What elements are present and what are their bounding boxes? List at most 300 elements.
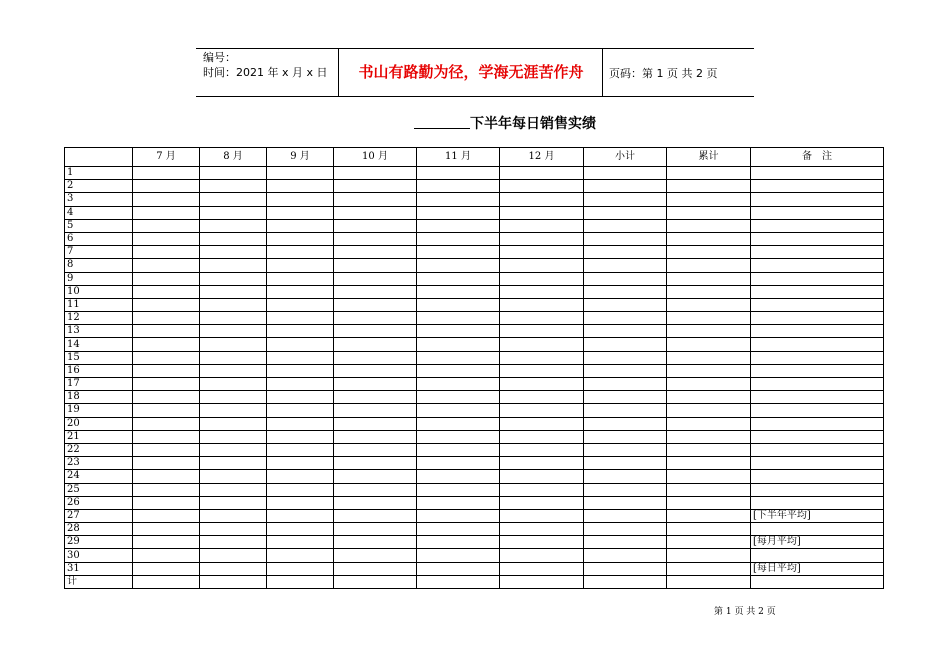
data-cell	[417, 193, 500, 206]
data-cell	[334, 312, 417, 325]
header-divider-right	[602, 48, 603, 96]
data-cell	[267, 193, 334, 206]
header-meta	[203, 50, 328, 80]
data-cell	[267, 351, 334, 364]
data-cell	[133, 285, 200, 298]
data-cell	[267, 536, 334, 549]
table-row	[65, 549, 884, 562]
note-cell	[751, 483, 884, 496]
data-cell	[267, 219, 334, 232]
data-cell	[133, 404, 200, 417]
data-cell	[500, 443, 584, 456]
header-divider-left	[338, 48, 339, 96]
table-row	[65, 246, 884, 259]
row-label: 13	[65, 325, 133, 338]
table-row	[65, 325, 884, 338]
data-cell	[500, 364, 584, 377]
row-label: 17	[65, 378, 133, 391]
data-cell	[133, 312, 200, 325]
table-row	[65, 272, 884, 285]
data-cell	[500, 536, 584, 549]
data-cell	[334, 167, 417, 180]
data-cell	[267, 417, 334, 430]
data-cell	[500, 378, 584, 391]
table-row	[65, 180, 884, 193]
table-row	[65, 404, 884, 417]
data-cell	[200, 483, 267, 496]
note-cell	[751, 219, 884, 232]
data-cell	[500, 351, 584, 364]
data-cell	[267, 259, 334, 272]
title-underline	[414, 128, 470, 129]
data-cell	[133, 364, 200, 377]
data-cell	[267, 272, 334, 285]
data-cell	[584, 325, 667, 338]
data-cell	[334, 259, 417, 272]
data-cell	[200, 193, 267, 206]
data-cell	[500, 180, 584, 193]
note-cell	[751, 496, 884, 509]
data-cell	[667, 232, 751, 245]
data-cell	[200, 312, 267, 325]
data-cell	[584, 338, 667, 351]
row-label: 2	[65, 180, 133, 193]
table-row	[65, 206, 884, 219]
data-cell	[584, 246, 667, 259]
table-row	[65, 417, 884, 430]
data-cell	[584, 193, 667, 206]
data-cell	[267, 496, 334, 509]
data-cell	[267, 470, 334, 483]
note-cell	[751, 470, 884, 483]
data-cell	[667, 509, 751, 522]
data-cell	[200, 351, 267, 364]
data-cell	[417, 417, 500, 430]
data-cell	[584, 470, 667, 483]
data-cell	[334, 364, 417, 377]
data-cell	[584, 232, 667, 245]
data-cell	[500, 312, 584, 325]
table-row	[65, 378, 884, 391]
data-cell	[667, 219, 751, 232]
data-cell	[334, 391, 417, 404]
data-cell	[500, 246, 584, 259]
data-cell	[417, 523, 500, 536]
data-cell	[417, 457, 500, 470]
table-row	[65, 457, 884, 470]
data-cell	[417, 536, 500, 549]
data-cell	[200, 391, 267, 404]
row-label: 22	[65, 443, 133, 456]
data-cell	[667, 523, 751, 536]
data-cell	[667, 206, 751, 219]
data-cell	[500, 509, 584, 522]
data-cell	[667, 430, 751, 443]
data-cell	[334, 430, 417, 443]
data-cell	[133, 430, 200, 443]
data-cell	[267, 575, 334, 588]
data-cell	[267, 364, 334, 377]
column-header: 7 月	[133, 148, 200, 167]
data-cell	[133, 443, 200, 456]
data-cell	[200, 562, 267, 575]
data-cell	[667, 496, 751, 509]
data-cell	[417, 430, 500, 443]
data-cell	[334, 417, 417, 430]
note-cell	[751, 193, 884, 206]
data-cell	[417, 325, 500, 338]
data-cell	[334, 404, 417, 417]
data-cell	[200, 272, 267, 285]
data-cell	[200, 404, 267, 417]
note-cell	[751, 378, 884, 391]
data-cell	[500, 298, 584, 311]
data-cell	[417, 272, 500, 285]
note-cell	[751, 351, 884, 364]
data-cell	[417, 167, 500, 180]
data-cell	[267, 325, 334, 338]
table-row	[65, 219, 884, 232]
data-cell	[200, 219, 267, 232]
row-label: 20	[65, 417, 133, 430]
data-cell	[584, 430, 667, 443]
note-cell	[751, 417, 884, 430]
row-label: 19	[65, 404, 133, 417]
data-cell	[200, 523, 267, 536]
data-cell	[200, 206, 267, 219]
data-cell	[200, 536, 267, 549]
data-cell	[584, 417, 667, 430]
data-cell	[667, 536, 751, 549]
note-cell: [每月平均]	[751, 536, 884, 549]
data-cell	[133, 417, 200, 430]
data-cell	[267, 180, 334, 193]
header-page-number: 页码：第 1 页 共 2 页	[609, 67, 718, 80]
data-cell	[584, 483, 667, 496]
data-cell	[500, 285, 584, 298]
data-cell	[667, 470, 751, 483]
row-label: 30	[65, 549, 133, 562]
row-label: 4	[65, 206, 133, 219]
data-cell	[334, 523, 417, 536]
data-cell	[667, 457, 751, 470]
table-body	[65, 167, 884, 589]
header-motto: 书山有路勤为径，学海无涯苦作舟	[358, 63, 584, 81]
data-cell	[417, 246, 500, 259]
data-cell	[417, 285, 500, 298]
note-cell	[751, 312, 884, 325]
data-cell	[417, 378, 500, 391]
data-cell	[133, 219, 200, 232]
data-cell	[500, 167, 584, 180]
note-cell	[751, 167, 884, 180]
data-cell	[334, 496, 417, 509]
row-label: 28	[65, 523, 133, 536]
data-cell	[417, 496, 500, 509]
data-cell	[500, 496, 584, 509]
data-cell	[584, 496, 667, 509]
data-cell	[200, 285, 267, 298]
data-cell	[133, 470, 200, 483]
row-label: 24	[65, 470, 133, 483]
data-cell	[667, 575, 751, 588]
data-cell	[200, 496, 267, 509]
data-cell	[667, 298, 751, 311]
note-cell	[751, 232, 884, 245]
data-cell	[133, 259, 200, 272]
data-cell	[200, 259, 267, 272]
data-cell	[584, 298, 667, 311]
data-cell	[334, 378, 417, 391]
note-cell	[751, 206, 884, 219]
note-cell	[751, 285, 884, 298]
table-row	[65, 232, 884, 245]
table-row	[65, 536, 884, 549]
note-cell	[751, 457, 884, 470]
data-cell	[200, 509, 267, 522]
data-cell	[133, 457, 200, 470]
data-cell	[133, 575, 200, 588]
data-cell	[133, 391, 200, 404]
data-cell	[584, 457, 667, 470]
data-cell	[584, 312, 667, 325]
column-header: 8 月	[200, 148, 267, 167]
data-cell	[334, 193, 417, 206]
column-header: 小计	[584, 148, 667, 167]
data-cell	[334, 443, 417, 456]
note-cell	[751, 259, 884, 272]
row-label: 15	[65, 351, 133, 364]
data-cell	[417, 351, 500, 364]
data-cell	[200, 180, 267, 193]
table-row	[65, 351, 884, 364]
data-cell	[334, 246, 417, 259]
row-label: 31	[65, 562, 133, 575]
document-date: 时间：2021 年 x 月 x 日	[203, 66, 328, 79]
data-cell	[417, 338, 500, 351]
data-cell	[133, 232, 200, 245]
data-cell	[267, 430, 334, 443]
data-cell	[133, 325, 200, 338]
note-cell: [每日平均]	[751, 562, 884, 575]
data-cell	[200, 457, 267, 470]
data-cell	[584, 523, 667, 536]
data-cell	[584, 575, 667, 588]
data-cell	[200, 549, 267, 562]
data-cell	[200, 167, 267, 180]
note-cell: [下半年平均]	[751, 509, 884, 522]
data-cell	[500, 562, 584, 575]
data-cell	[200, 417, 267, 430]
data-cell	[584, 549, 667, 562]
table-row	[65, 298, 884, 311]
data-cell	[500, 259, 584, 272]
data-cell	[334, 180, 417, 193]
data-cell	[584, 562, 667, 575]
note-cell	[751, 364, 884, 377]
data-cell	[500, 457, 584, 470]
data-cell	[267, 549, 334, 562]
data-cell	[334, 298, 417, 311]
data-cell	[667, 259, 751, 272]
table-header-row	[65, 148, 884, 167]
data-cell	[500, 219, 584, 232]
row-label: 计	[65, 575, 133, 588]
data-cell	[667, 193, 751, 206]
note-cell	[751, 575, 884, 588]
data-cell	[334, 470, 417, 483]
row-label: 3	[65, 193, 133, 206]
data-cell	[133, 549, 200, 562]
data-cell	[500, 483, 584, 496]
data-cell	[334, 483, 417, 496]
data-cell	[334, 285, 417, 298]
note-cell	[751, 404, 884, 417]
data-cell	[334, 206, 417, 219]
data-cell	[417, 259, 500, 272]
data-cell	[667, 562, 751, 575]
data-cell	[200, 575, 267, 588]
data-cell	[133, 562, 200, 575]
column-header	[65, 148, 133, 167]
data-cell	[267, 391, 334, 404]
data-cell	[417, 470, 500, 483]
data-cell	[584, 536, 667, 549]
data-cell	[417, 219, 500, 232]
column-header: 12 月	[500, 148, 584, 167]
header-bottom-rule	[196, 96, 754, 97]
data-cell	[133, 496, 200, 509]
data-cell	[133, 378, 200, 391]
data-cell	[584, 206, 667, 219]
data-cell	[584, 180, 667, 193]
data-cell	[417, 206, 500, 219]
note-cell	[751, 443, 884, 456]
data-cell	[667, 167, 751, 180]
data-cell	[133, 338, 200, 351]
data-cell	[417, 575, 500, 588]
data-cell	[667, 443, 751, 456]
table-row	[65, 509, 884, 522]
data-cell	[500, 549, 584, 562]
note-cell	[751, 523, 884, 536]
data-cell	[200, 443, 267, 456]
table-row	[65, 364, 884, 377]
data-cell	[334, 338, 417, 351]
table-row	[65, 259, 884, 272]
data-cell	[334, 219, 417, 232]
row-label: 5	[65, 219, 133, 232]
column-header: 10 月	[334, 148, 417, 167]
table-row	[65, 483, 884, 496]
data-cell	[133, 272, 200, 285]
data-cell	[200, 298, 267, 311]
data-cell	[667, 391, 751, 404]
data-cell	[500, 338, 584, 351]
data-cell	[584, 364, 667, 377]
data-cell	[267, 285, 334, 298]
table-row	[65, 562, 884, 575]
note-cell	[751, 549, 884, 562]
row-label: 29	[65, 536, 133, 549]
row-label: 26	[65, 496, 133, 509]
data-cell	[417, 509, 500, 522]
data-cell	[667, 364, 751, 377]
row-label: 10	[65, 285, 133, 298]
data-cell	[133, 193, 200, 206]
data-cell	[133, 298, 200, 311]
column-header: 9 月	[267, 148, 334, 167]
table-row	[65, 575, 884, 588]
data-cell	[267, 378, 334, 391]
data-cell	[133, 246, 200, 259]
data-cell	[267, 457, 334, 470]
data-cell	[133, 206, 200, 219]
data-cell	[667, 312, 751, 325]
data-cell	[500, 193, 584, 206]
column-header: 累计	[667, 148, 751, 167]
data-cell	[417, 562, 500, 575]
data-cell	[500, 575, 584, 588]
data-cell	[417, 180, 500, 193]
data-cell	[667, 549, 751, 562]
table-row	[65, 193, 884, 206]
row-label: 11	[65, 298, 133, 311]
data-cell	[500, 470, 584, 483]
data-cell	[267, 246, 334, 259]
note-cell	[751, 298, 884, 311]
data-cell	[500, 272, 584, 285]
data-cell	[267, 404, 334, 417]
row-label: 16	[65, 364, 133, 377]
data-cell	[200, 470, 267, 483]
row-label: 21	[65, 430, 133, 443]
data-cell	[334, 509, 417, 522]
data-cell	[667, 246, 751, 259]
data-cell	[267, 562, 334, 575]
table-row	[65, 338, 884, 351]
data-cell	[267, 523, 334, 536]
note-cell	[751, 246, 884, 259]
data-cell	[267, 443, 334, 456]
data-cell	[667, 285, 751, 298]
note-cell	[751, 391, 884, 404]
data-cell	[334, 351, 417, 364]
row-label: 12	[65, 312, 133, 325]
data-cell	[667, 378, 751, 391]
data-cell	[667, 180, 751, 193]
data-cell	[200, 364, 267, 377]
data-cell	[267, 483, 334, 496]
data-cell	[500, 523, 584, 536]
data-cell	[417, 312, 500, 325]
data-cell	[133, 351, 200, 364]
data-cell	[133, 523, 200, 536]
data-cell	[334, 272, 417, 285]
data-cell	[200, 338, 267, 351]
data-cell	[667, 338, 751, 351]
table-row	[65, 523, 884, 536]
footer-page-number: 第 1 页 共 2 页	[714, 607, 776, 617]
sales-table	[64, 147, 884, 589]
document-number: 编号：	[203, 51, 236, 64]
data-cell	[267, 167, 334, 180]
data-cell	[417, 364, 500, 377]
data-cell	[267, 509, 334, 522]
row-label: 25	[65, 483, 133, 496]
data-cell	[500, 232, 584, 245]
data-cell	[500, 391, 584, 404]
